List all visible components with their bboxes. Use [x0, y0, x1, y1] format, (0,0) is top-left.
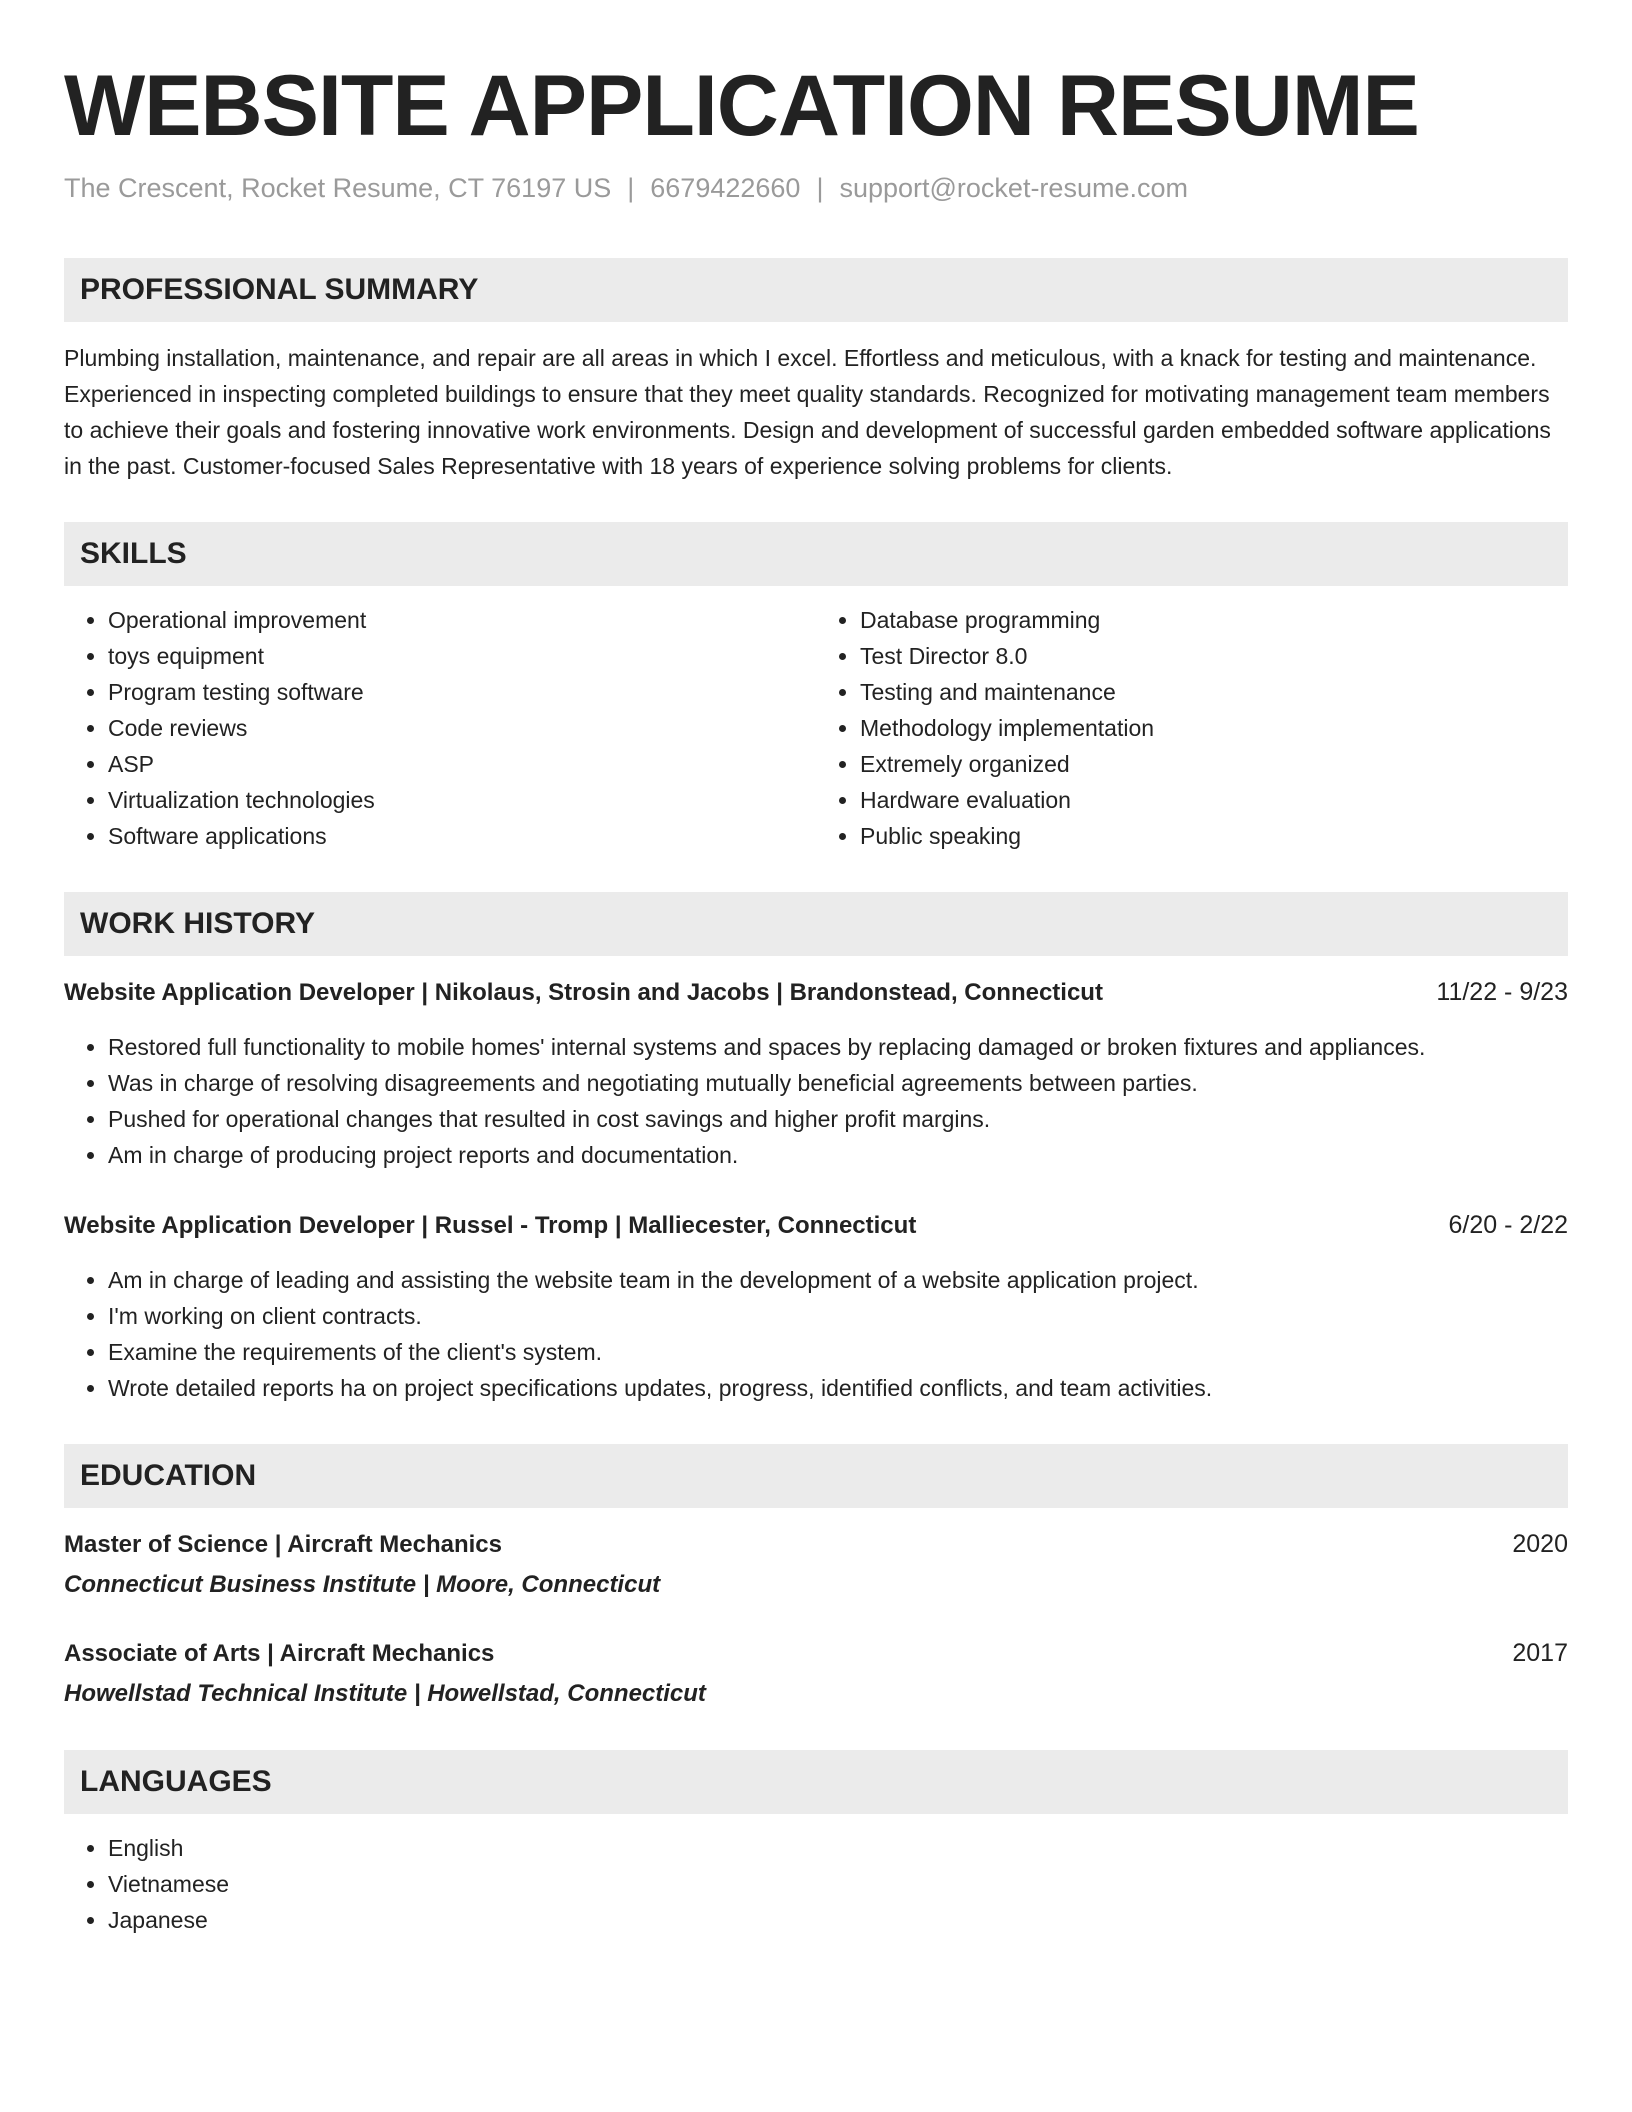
education-header [64, 1635, 1568, 1672]
contact-address: The Crescent, Rocket Resume, CT 76197 US [64, 173, 612, 203]
skill-item: • Software applications [108, 818, 816, 854]
job-bullets [64, 1029, 1568, 1173]
section-heading-education: EDUCATION [64, 1444, 1568, 1508]
contact-phone: 6679422660 [650, 173, 801, 203]
language-item: • English [108, 1830, 1568, 1866]
skill-item: • Code reviews [108, 710, 816, 746]
language-item: • Vietnamese [108, 1866, 1568, 1902]
job-bullet: • Examine the requirements of the client's system. [108, 1334, 1568, 1370]
contact-separator: | [816, 173, 824, 203]
resume-title: WEBSITE APPLICATION RESUME [64, 58, 1419, 154]
skills-column-right [816, 602, 1568, 854]
job-bullet: • Was in charge of resolving disagreements and negotiating mutually beneficial agreements between parties. [108, 1065, 1568, 1101]
job-entry [64, 974, 1568, 1173]
summary-text: Plumbing installation, maintenance, and repair are all areas in which I excel. Effortless and meticulous, with a knack for testing and maintenance. Experienced in inspecting completed buildings to ensure that they meet quality standards. Recognized for motivating management team members to achieve their goals and fostering innovative work environments. Design and development of successful garden embedded software applications in the past. Customer-focused Sales Representative with 18 years of experience solving problems for clients. [64, 345, 1551, 479]
education-degree: Associate of Arts | Aircraft Mechanics [64, 1640, 495, 1667]
skill-item: • toys equipment [108, 638, 816, 674]
job-dates: 6/20 - 2/22 [1448, 1211, 1568, 1239]
job-header [64, 974, 1568, 1011]
job-bullet: • Am in charge of leading and assisting the website team in the development of a website application project. [108, 1262, 1568, 1298]
job-title: Website Application Developer | Russel - Tromp | Malliecester, Connecticut [64, 1212, 917, 1239]
skill-item: • Hardware evaluation [860, 782, 1568, 818]
skill-item: • Operational improvement [108, 602, 816, 638]
job-bullets [64, 1262, 1568, 1406]
contact-line [64, 170, 1568, 206]
skill-item: • Database programming [860, 602, 1568, 638]
education-degree: Master of Science | Aircraft Mechanics [64, 1531, 502, 1558]
language-item: • Japanese [108, 1902, 1568, 1938]
job-bullet: • I'm working on client contracts. [108, 1298, 1568, 1334]
job-dates: 11/22 - 9/23 [1436, 978, 1568, 1006]
skill-item: • Test Director 8.0 [860, 638, 1568, 674]
skill-item: • Public speaking [860, 818, 1568, 854]
skill-item: • Program testing software [108, 674, 816, 710]
skill-item: • Extremely organized [860, 746, 1568, 782]
education-entry [64, 1526, 1568, 1603]
education-school: Connecticut Business Institute | Moore, Connecticut [64, 1571, 661, 1598]
contact-email: support@rocket-resume.com [839, 173, 1188, 203]
section-heading-work-history: WORK HISTORY [64, 892, 1568, 956]
job-bullet: • Pushed for operational changes that resulted in cost savings and higher profit margins. [108, 1101, 1568, 1137]
job-title: Website Application Developer | Nikolaus, Strosin and Jacobs | Brandonstead, Connecticut [64, 979, 1103, 1006]
skill-item: • Testing and maintenance [860, 674, 1568, 710]
skills-column-left [64, 602, 816, 854]
skill-item: • ASP [108, 746, 816, 782]
job-bullet: • Restored full functionality to mobile homes' internal systems and spaces by replacing damaged or broken fixtures and appliances. [108, 1029, 1568, 1065]
skill-item: • Methodology implementation [860, 710, 1568, 746]
education-entry [64, 1635, 1568, 1712]
skills-list [64, 602, 1568, 854]
job-bullet: • Wrote detailed reports ha on project specifications updates, progress, identified conflicts, and team activities. [108, 1370, 1568, 1406]
skill-item: • Virtualization technologies [108, 782, 816, 818]
section-heading-summary: PROFESSIONAL SUMMARY [64, 258, 1568, 322]
job-bullet: • Am in charge of producing project reports and documentation. [108, 1137, 1568, 1173]
job-header [64, 1207, 1568, 1244]
job-entry [64, 1207, 1568, 1406]
contact-separator: | [627, 173, 635, 203]
education-school: Howellstad Technical Institute | Howellstad, Connecticut [64, 1680, 706, 1707]
education-year: 2020 [1512, 1530, 1568, 1558]
languages-list [64, 1830, 1568, 1938]
section-heading-skills: SKILLS [64, 522, 1568, 586]
education-header [64, 1526, 1568, 1563]
section-heading-languages: LANGUAGES [64, 1750, 1568, 1814]
education-year: 2017 [1512, 1639, 1568, 1667]
